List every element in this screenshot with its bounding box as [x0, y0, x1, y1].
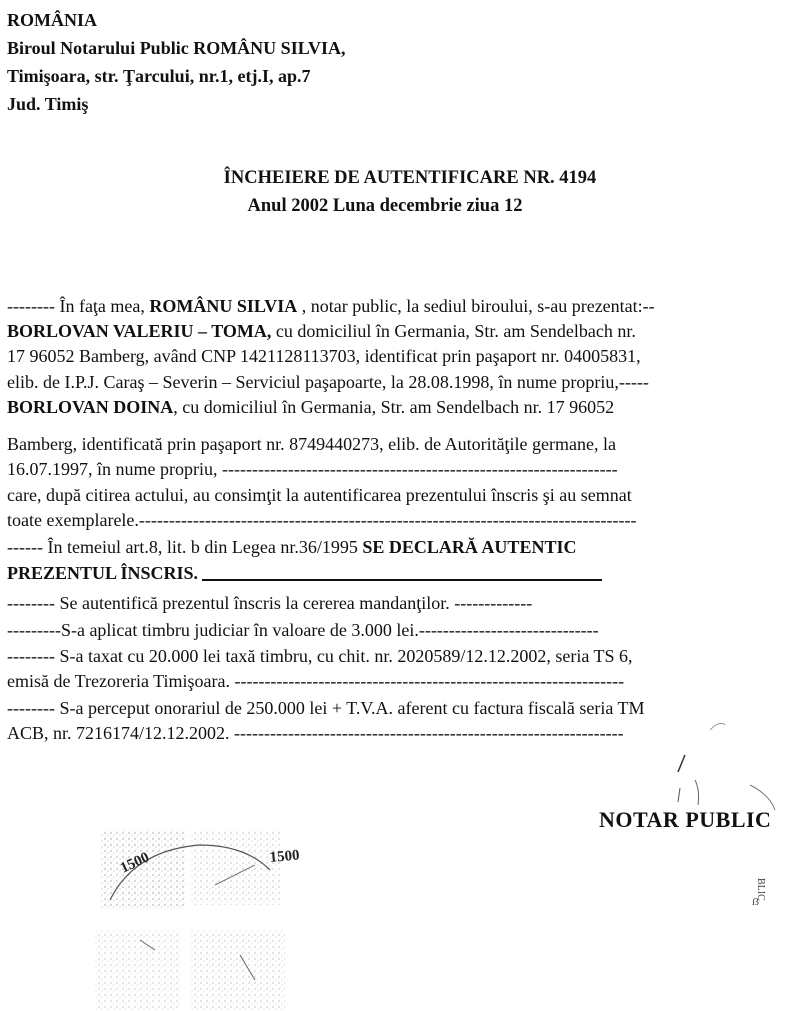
- declaration-text: PREZENTUL ÎNSCRIS.: [7, 563, 199, 583]
- body-line-13: ---------S-a aplicat timbru judiciar în valoare de 3.000 lei.------------------------------: [7, 620, 599, 640]
- notary-name: ROMÂNU SILVIA: [149, 296, 298, 316]
- fiscal-stamps: [80, 790, 380, 1011]
- notary-office-header: [7, 6, 346, 118]
- party-name-1: BORLOVAN VALERIU – TOMA,: [7, 321, 272, 341]
- party-name-2: BORLOVAN DOINA: [7, 397, 174, 417]
- document-title: ÎNCHEIERE DE AUTENTIFICARE NR. 4194: [223, 168, 597, 188]
- body-line-16: -------- S-a perceput onorariul de 250.000 lei + T.V.A. aferent cu factura fiscală seria TM: [7, 698, 645, 718]
- body-line-8: care, după citirea actului, au consimţit la autentificarea prezentului înscris şi au semnat: [7, 485, 632, 505]
- body-line-5: [7, 397, 614, 418]
- notary-signature-label: NOTAR PUBLIC: [599, 807, 772, 832]
- svg-text:ẞ: ẞ: [752, 897, 760, 908]
- body-line-1: [7, 296, 655, 317]
- declaration-text: SE DECLARĂ AUTENTIC: [362, 537, 577, 557]
- office-name-line: Biroul Notarului Public ROMÂNU SILVIA,: [7, 38, 346, 58]
- county-line: Jud. Timiş: [7, 94, 89, 114]
- body-line-9: toate exemplarele.-----------------------------------------------------------------------------------: [7, 510, 637, 530]
- address-line: Timişoara, str. Ţarcului, nr.1, etj.I, ap.7: [7, 66, 311, 86]
- stamp-value-2: 1500: [268, 847, 301, 866]
- seal-fragment-icon: [730, 860, 790, 920]
- country-line: ROMÂNIA: [7, 10, 97, 30]
- document-date-line: Anul 2002 Luna decembrie ziua 12: [247, 196, 523, 216]
- body-line-10: [7, 537, 576, 558]
- body-text: -------- În faţa mea,: [7, 296, 150, 316]
- body-line-3: 17 96052 Bamberg, având CNP 1421128113703, identificat prin paşaport nr. 04005831,: [7, 346, 641, 366]
- body-text: , cu domiciliul în Germania, Str. am Sendelbach nr. 17 96052: [173, 397, 615, 417]
- signature-mark: [600, 710, 790, 820]
- body-text: ------ În temeiul art.8, lit. b din Legea nr.36/1995: [7, 537, 363, 557]
- body-line-14: -------- S-a taxat cu 20.000 lei taxă timbru, cu chit. nr. 2020589/12.12.2002, seria TS 6,: [7, 646, 633, 666]
- body-line-6: Bamberg, identificată prin paşaport nr. 8749440273, elib. de Autorităţile germane, la: [7, 434, 617, 454]
- stamp-value-1: 1500: [117, 849, 152, 877]
- body-line-11: [7, 563, 602, 584]
- body-text: , notar public, la sediul biroului, s-au prezentat:--: [297, 296, 655, 316]
- svg-text:BLIC: BLIC: [755, 878, 766, 901]
- body-text: cu domiciliul în Germania, Str. am Sendelbach nr.: [271, 321, 636, 341]
- body-line-17: ACB, nr. 7216174/12.12.2002. -----------------------------------------------------------------: [7, 723, 624, 743]
- body-line-4: elib. de I.P.J. Caraş – Severin – Serviciul paşapoarte, la 28.08.1998, în nume propriu,-----: [7, 372, 649, 392]
- body-line-15: emisă de Trezoreria Timişoara. -----------------------------------------------------------------: [7, 671, 625, 691]
- body-line-12: -------- Se autentifică prezentul înscris la cererea mandanţilor. -------------: [7, 593, 533, 613]
- underline-rule: [202, 578, 602, 581]
- body-line-7: 16.07.1997, în nume propriu, ------------------------------------------------------------------: [7, 459, 618, 479]
- body-line-2: [7, 321, 636, 342]
